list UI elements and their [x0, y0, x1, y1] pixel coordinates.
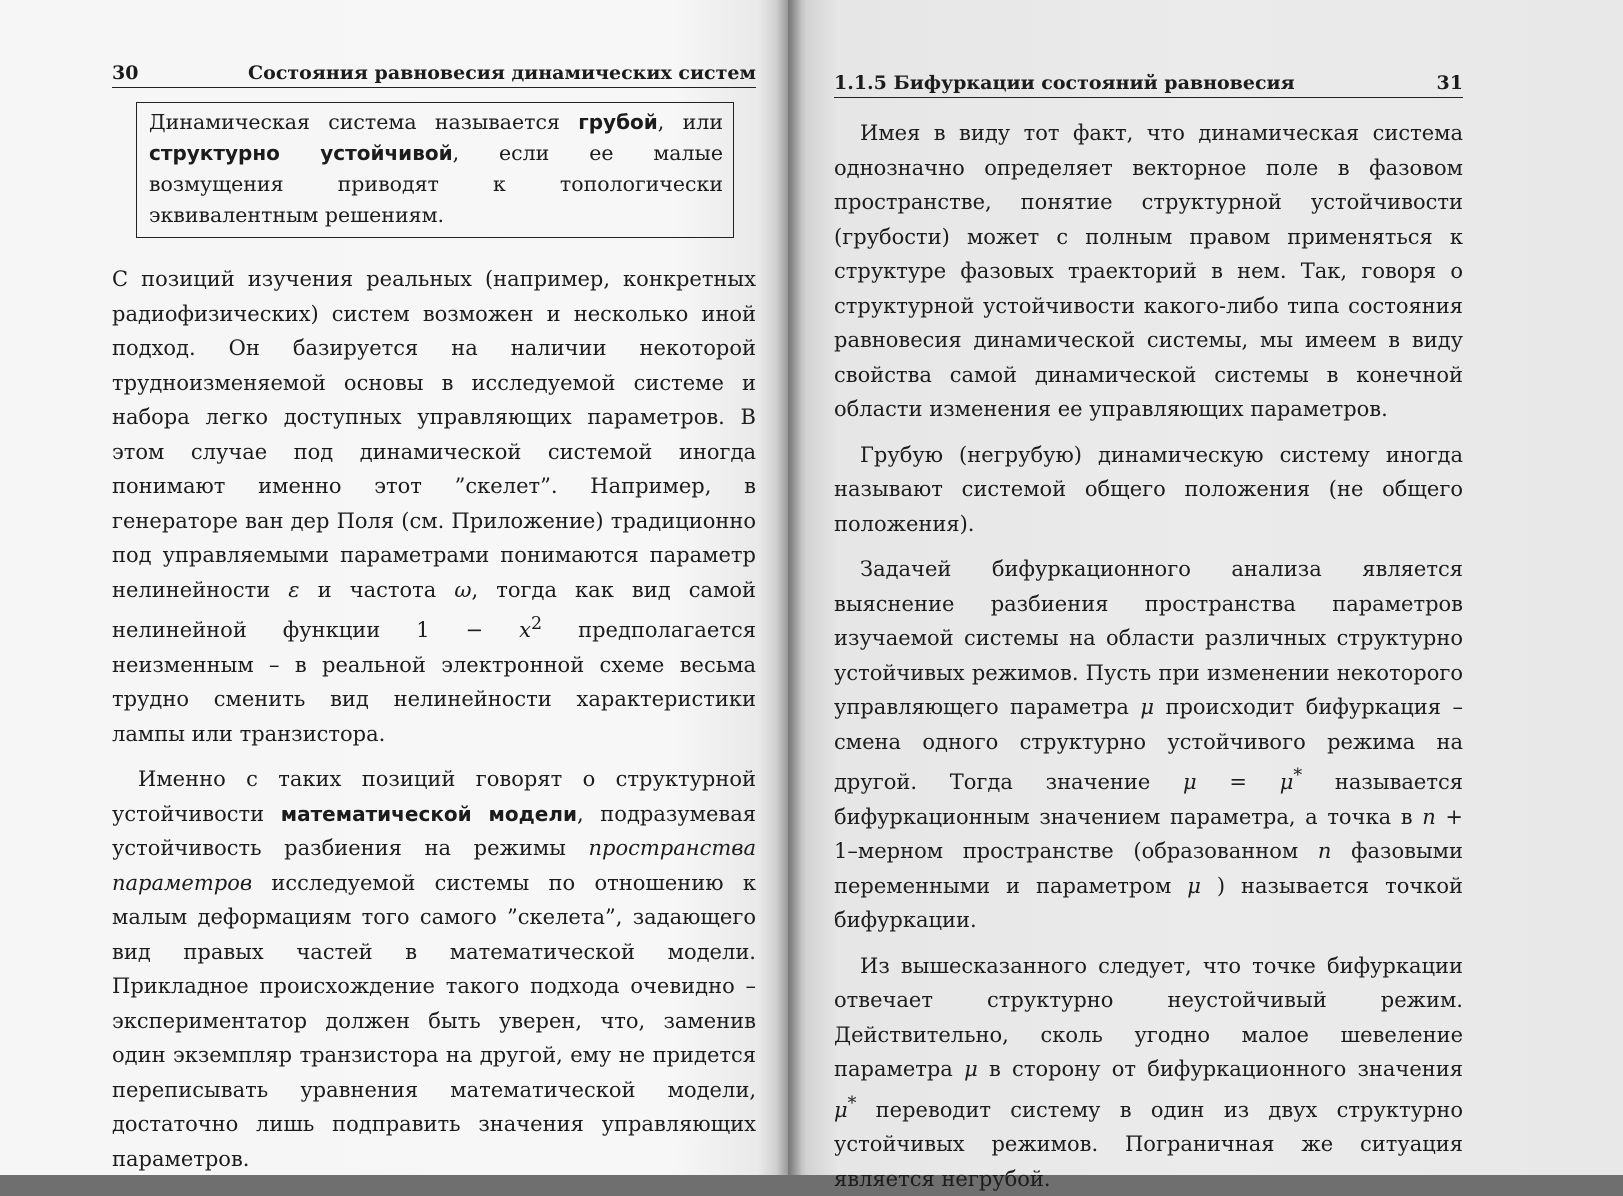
math-x-exponent: 2 [531, 614, 542, 634]
definition-text: Динамическая система называется грубой, или структурно устойчивой, если ее малые возмущения приводят к топологически эквивалентным решениям. [149, 107, 723, 231]
right-page [788, 0, 1623, 1175]
math-epsilon: ε [288, 578, 299, 602]
paragraph-right-4: Из вышесказанного следует, что точке бифуркации отвечает структурно неустойчивый режим. Действительно, сколь угодно малое шевеление параметра μ в сторону от бифуркационного значения μ* переводит систему в один из двух структурно устойчивых режимов. Пограничная же ситуация является негрубой. [834, 949, 1463, 1196]
math-mu: μ [1183, 770, 1197, 794]
math-n: n [1422, 805, 1436, 829]
page-number-right: 31 [1437, 72, 1463, 94]
math-mu: μ [964, 1057, 978, 1081]
paragraph-right-2: Грубую (негрубую) динамическую систему иногда называют системой общего положения (не общего положения). [834, 438, 1463, 542]
emph-parameter-space: пространства параметров [112, 836, 756, 895]
math-n: n [1318, 839, 1332, 863]
left-page [0, 0, 790, 1175]
running-head-right [834, 72, 1463, 98]
running-title-left: Состояния равновесия динамических систем [248, 62, 756, 84]
math-star: * [1293, 766, 1302, 786]
term-math-model: математической модели [281, 802, 577, 826]
math-mu: μ [1140, 695, 1154, 719]
math-mu: μ [1187, 874, 1201, 898]
page-number-left: 30 [112, 62, 138, 84]
paragraph-left-1: С позиций изучения реальных (например, конкретных радиофизических) систем возможен и несколько иной подход. Он базируется на наличии некоторой трудноизменяемой основы в исследуемой системе и набора легко доступных управляющих параметров. В этом случае под динамической системой иногда понимают именно этот ”скелет”. Например, в генераторе ван дер Поля (см. Приложение) традиционно под управляемыми параметрами понимаются параметр нелинейности ε и частота ω, тогда как вид самой нелинейной функции $1 - x^2$ предполагается неизменным – в реальной электронной схеме весьма трудно сменить вид нелинейности характеристики лампы или транзистора. [112, 262, 756, 751]
math-star: * [848, 1094, 857, 1114]
running-title-right: 1.1.5 Бифуркации состояний равновесия [834, 72, 1295, 94]
math-x: x [519, 618, 531, 642]
paragraph-left-2: Именно с таких позиций говорят о структурной устойчивости математической модели, подразумевая устойчивость разбиения на режимы пространства параметров исследуемой системы по отношению к малым деформациям того самого ”скелета”, задающего вид правых частей в математической модели. Прикладное происхождение такого подхода очевидно – экспериментатор должен быть уверен, что, заменив один экземпляр транзистора на другой, ему не придется переписывать уравнения математической модели, достаточно лишь подправить значения управляющих параметров. [112, 762, 756, 1176]
term-structurally-stable: структурно устойчивой [149, 141, 453, 165]
math-mu-star: μ [834, 1098, 848, 1122]
definition-box [136, 102, 734, 238]
term-rough: грубой [578, 110, 658, 134]
running-head-left [112, 62, 756, 88]
paragraph-right-3: Задачей бифуркационного анализа является выяснение разбиения пространства параметров изучаемой системы на области различных структурно устойчивых режимов. Пусть при изменении некоторого управляющего параметра μ происходит бифуркация – смена одного структурно устойчивого режима на другой. Тогда значение μ = μ* называется бифуркационным значением параметра, а точка в n + 1–мерном пространстве (образованном n фазовыми переменными и параметром μ ) называется точкой бифуркации. [834, 552, 1463, 938]
math-mu-star: μ [1280, 770, 1294, 794]
math-omega: ω [454, 578, 471, 602]
paragraph-right-1: Имея в виду тот факт, что динамическая система однозначно определяет векторное поле в фазовом пространстве, понятие структурной устойчивости (грубости) может с полным правом применяться к структуре фазовых траекторий в нем. Так, говоря о структурной устойчивости какого-либо типа состояния равновесия динамической системы, мы имеем в виду свойства самой динамической системы в конечной области изменения ее управляющих параметров. [834, 116, 1463, 427]
